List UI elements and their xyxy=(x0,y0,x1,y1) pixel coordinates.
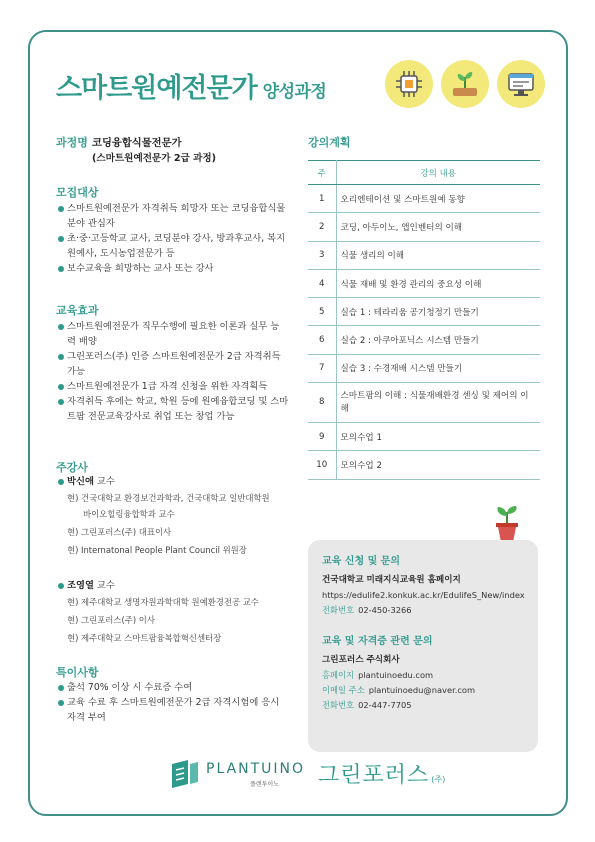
phone-value: 02-447-7705 xyxy=(358,700,412,710)
cell-week: 1 xyxy=(308,185,336,213)
phone-label: 전화번호 xyxy=(322,700,355,710)
career-line: 현) Internatonal People Plant Council 위원장 xyxy=(67,545,247,555)
cell-week: 3 xyxy=(308,241,336,269)
email-link[interactable]: plantuinoedu@naver.com xyxy=(368,685,476,695)
list-item: 스마트원예전문가 직무수행에 필요한 이론과 실무 능 xyxy=(56,319,296,334)
chip-icon xyxy=(385,60,433,108)
inquiry-org-2: 그린포러스 주식회사 xyxy=(322,655,400,665)
instructor-a-career xyxy=(67,491,302,557)
cell-content: 코딩, 아두이노, 앱인벤터의 이해 xyxy=(336,213,540,241)
table-row xyxy=(308,213,540,241)
col-header-week: 주 xyxy=(308,161,336,185)
effects-list xyxy=(56,319,296,424)
home-label: 홈페이지 xyxy=(322,670,355,680)
cell-week: 6 xyxy=(308,326,336,354)
career-line: 바이오힐링융합학과 교수 xyxy=(83,509,175,519)
career-line: 현) 그린포러스(주) 대표이사 xyxy=(67,527,172,537)
cell-week: 2 xyxy=(308,213,336,241)
list-item: 자격취득 후에는 학교, 학원 등에 원예융합코딩 및 스마 xyxy=(56,394,296,409)
table-row xyxy=(308,383,540,423)
career-line: 현) 제주대학교 생명자원과학대학 원예환경전공 교수 xyxy=(67,597,259,607)
list-item: 스마트원예전문가 1급 자격 신청을 위한 자격획득 xyxy=(56,379,296,394)
table-row xyxy=(308,326,540,354)
inquiry-heading-1: 교육 신청 및 문의 xyxy=(322,556,401,567)
header-icons xyxy=(385,60,545,108)
list-item-cont: 원예사, 도시농업전문가 등 xyxy=(67,248,175,259)
career-line: 현) 제주대학교 스마트팜융복합혁신센터장 xyxy=(67,633,222,643)
list-item: 보수교육을 희망하는 교사 또는 강사 xyxy=(56,261,296,276)
table-row xyxy=(308,269,540,297)
cell-content: 오리엔테이션 및 스마트원예 동향 xyxy=(336,185,540,213)
cell-week: 8 xyxy=(308,383,336,423)
greenforus-logo-suffix: (주) xyxy=(431,775,446,784)
cell-content: 스마트팜의 이해 : 식물재배환경 센싱 및 제어의 이해 xyxy=(336,383,540,423)
page-title xyxy=(56,66,326,105)
course-name: 코딩융합식물전문가 xyxy=(92,137,182,149)
instructor-a xyxy=(56,474,115,489)
greenforus-logo-text: 그린포러스 xyxy=(318,763,430,788)
table-row xyxy=(308,241,540,269)
list-item: 교육 수료 후 스마트원예전문가 2급 자격시험에 응시 xyxy=(56,695,296,710)
list-item-cont: 분야 관심자 xyxy=(67,218,115,229)
col-header-content: 강의 내용 xyxy=(336,161,540,185)
table-row xyxy=(308,185,540,213)
list-item-cont: 트팜 전문교육강사로 취업 또는 창업 가능 xyxy=(67,411,235,422)
course-label: 과정명 xyxy=(56,136,88,149)
plantuino-logo-sub: 플랜투이노 xyxy=(250,781,279,788)
career-line: 현) 그린포러스(주) 이사 xyxy=(67,615,155,625)
potted-plant-icon xyxy=(490,504,524,544)
plant-growth-icon xyxy=(441,60,489,108)
instructor-b xyxy=(56,578,115,593)
cell-content: 식물 재배 및 환경 관리의 중요성 이해 xyxy=(336,269,540,297)
course-name-sub: (스마트원예전문가 2급 과정) xyxy=(92,153,217,164)
cell-content: 모의수업 2 xyxy=(336,451,540,479)
inquiry-email xyxy=(322,683,524,698)
list-item-cont: 가능 xyxy=(67,366,85,377)
effects-heading: 교육효과 xyxy=(56,304,99,317)
instructor-b-name: 조영열 xyxy=(67,580,94,591)
title-main: 스마트원예전문가 xyxy=(56,73,257,104)
table-row xyxy=(308,298,540,326)
table-row xyxy=(308,423,540,451)
inquiry-heading-2: 교육 및 자격증 관련 문의 xyxy=(322,636,433,647)
cell-content: 식물 생리의 이해 xyxy=(336,241,540,269)
career-line: 현) 건국대학교 환경보건과학과, 건국대학교 일반대학원 xyxy=(67,493,270,503)
plan-table xyxy=(308,160,540,480)
cell-content: 실습 1 : 테라리움 공기청정기 만들기 xyxy=(336,298,540,326)
inquiry-home xyxy=(322,668,524,683)
list-item: 출석 70% 이상 시 수료증 수여 xyxy=(56,680,296,695)
recruit-heading: 모집대상 xyxy=(56,186,99,199)
instructor-a-title: 교수 xyxy=(96,476,115,487)
instructor-b-career xyxy=(67,595,302,645)
inquiry-phone-1 xyxy=(322,603,524,618)
instructors-heading: 주강사 xyxy=(56,461,88,474)
cell-content: 실습 3 : 수경재배 시스템 만들기 xyxy=(336,354,540,382)
cell-week: 4 xyxy=(308,269,336,297)
plan-heading: 강의계획 xyxy=(308,136,351,149)
cell-content: 모의수업 1 xyxy=(336,423,540,451)
phone-label: 전화번호 xyxy=(322,605,355,615)
cell-week: 5 xyxy=(308,298,336,326)
cell-week: 9 xyxy=(308,423,336,451)
list-item-cont: 력 배양 xyxy=(67,336,97,347)
cell-week: 10 xyxy=(308,451,336,479)
instructor-a-name: 박신애 xyxy=(67,476,94,487)
inquiry-phone-2 xyxy=(322,698,524,713)
plantuino-logo-text: PLANTUINO xyxy=(206,761,306,777)
list-item: 초·중·고등학교 교사, 코딩분야 강사, 방과후교사, 복지 xyxy=(56,231,296,246)
inquiry-url-link[interactable]: https://edulife2.konkuk.ac.kr/EdulifeS_New/index xyxy=(322,590,525,600)
cell-week: 7 xyxy=(308,354,336,382)
table-header-row xyxy=(308,161,540,185)
home-link[interactable]: plantuinoedu.com xyxy=(358,670,434,680)
recruit-list xyxy=(56,201,296,276)
monitor-icon xyxy=(497,60,545,108)
inquiry-box xyxy=(308,540,538,752)
inquiry-org-1: 건국대학교 미래지식교육원 홈페이지 xyxy=(322,575,461,585)
email-label: 이메일 주소 xyxy=(322,685,365,695)
table-row xyxy=(308,354,540,382)
instructor-b-title: 교수 xyxy=(96,580,115,591)
list-item: 스마트원예전문가 자격취득 희망자 또는 코딩융합식물 xyxy=(56,201,296,216)
table-row xyxy=(308,451,540,479)
title-sub: 양성과정 xyxy=(262,82,327,102)
list-item: 그린포러스(주) 인증 스마트원예전문가 2급 자격취득 xyxy=(56,349,296,364)
notes-list xyxy=(56,680,296,725)
phone-value: 02-450-3266 xyxy=(358,605,412,615)
plantuino-logo-icon xyxy=(170,760,200,788)
list-item-cont: 자격 부여 xyxy=(67,712,106,723)
notes-heading: 특이사항 xyxy=(56,666,99,679)
greenforus-logo xyxy=(318,758,445,789)
cell-content: 실습 2 : 아쿠아포닉스 시스템 만들기 xyxy=(336,326,540,354)
